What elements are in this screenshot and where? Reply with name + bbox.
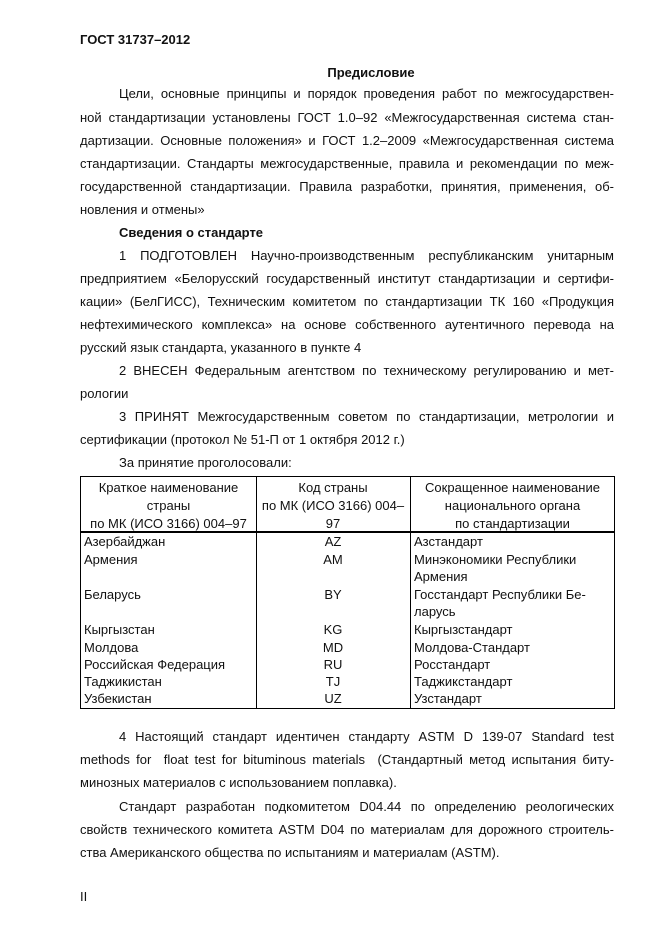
voting-table — [80, 476, 615, 709]
country-cell: Кыргызстан — [84, 622, 155, 637]
header-line: 97 — [325, 516, 341, 531]
code-cell: BY — [324, 587, 342, 602]
header-line: Краткое наименование — [98, 480, 239, 495]
code-cell: AZ — [324, 534, 342, 549]
code-cell: RU — [323, 657, 343, 672]
document-code-header: ГОСТ 31737–2012 — [80, 32, 191, 47]
item3-line: 3 ПРИНЯТ Межгосударственным советом по стандартизации, метрологии и — [119, 409, 614, 424]
country-cell: Узбекистан — [84, 691, 152, 706]
item4-line: 4 Настоящий стандарт идентичен стандарту ASTM D 139-07 Standard test — [119, 729, 614, 744]
header-line: по МК (ИСО 3166) 004–97 — [90, 516, 247, 531]
developed-line: ства Американского общества по испытаниям и материалам (ASTM). — [80, 845, 500, 860]
item3-line: сертификации (протокол № 51-П от 1 октября 2012 г.) — [80, 432, 405, 447]
body-cell: Минэкономики Республики — [414, 552, 577, 567]
foreword-line: новления и отмены» — [80, 202, 205, 217]
item4-line: минозных материалов с использованием поплавка). — [80, 775, 397, 790]
developed-line: Стандарт разработан подкомитетом D04.44 по определению реологических — [119, 799, 614, 814]
body-cell: Таджикстандарт — [414, 674, 513, 689]
body-cell: ларусь — [414, 604, 456, 619]
header-line: страны — [146, 498, 191, 513]
about-standard-title: Сведения о стандарте — [119, 225, 264, 240]
body-cell: Узстандарт — [414, 691, 482, 706]
voted-caption: За принятие проголосовали: — [119, 455, 292, 470]
country-cell: Таджикистан — [84, 674, 162, 689]
body-cell: Росстандарт — [414, 657, 491, 672]
country-cell: Российская Федерация — [84, 657, 226, 672]
item2-line: рологии — [80, 386, 129, 401]
item2-line: 2 ВНЕСЕН Федеральным агентством по техническому регулированию и мет- — [119, 363, 614, 378]
header-line: национального органа — [444, 498, 581, 513]
code-cell: TJ — [325, 674, 341, 689]
item1-line: русский язык стандарта, указанного в пункте 4 — [80, 340, 362, 355]
code-cell: KG — [323, 622, 343, 637]
body-cell: Армения — [414, 569, 468, 584]
item4-line: methods for float test for bituminous materials (Стандартный метод испытания биту- — [80, 752, 614, 767]
foreword-line: стандартизации. Стандарты межгосударственные, правила и рекомендации по меж- — [80, 156, 614, 171]
foreword-line: Цели, основные принципы и порядок проведения работ по межгосударствен- — [119, 86, 614, 101]
foreword-line: ной стандартизации установлены ГОСТ 1.0–92 «Межгосударственная система стан- — [80, 110, 614, 125]
code-cell: AM — [323, 552, 343, 567]
foreword-title: Предисловие — [327, 65, 415, 80]
country-cell: Азербайджан — [84, 534, 166, 549]
country-cell: Беларусь — [84, 587, 141, 602]
table-header-body — [410, 479, 615, 533]
header-line: Сокращенное наименование — [425, 480, 600, 495]
country-cell: Армения — [84, 552, 138, 567]
code-cell: UZ — [324, 691, 342, 706]
country-cell: Молдова — [84, 640, 139, 655]
foreword-line: государственной стандартизации. Правила разработки, принятия, применения, об- — [80, 179, 614, 194]
item1-line: нефтехимического комплекса» на основе собственного аутентичного перевода на — [80, 317, 614, 332]
table-header-code — [256, 479, 410, 533]
item1-line: 1 ПОДГОТОВЛЕН Научно-производственным республиканским унитарным — [119, 248, 614, 263]
header-line: по стандартизации — [455, 516, 570, 531]
item1-line: предприятием «Белорусский государственный институт стандартизации и сертифи- — [80, 271, 614, 286]
body-cell: Госстандарт Республики Бе- — [414, 587, 586, 602]
body-cell: Кыргызстандарт — [414, 622, 513, 637]
table-header-country — [81, 479, 256, 533]
developed-line: свойств технического комитета ASTM D04 по материалам для дорожного строитель- — [80, 822, 614, 837]
header-line: Код страны — [298, 480, 368, 495]
page-number: II — [80, 889, 88, 904]
header-line: по МК (ИСО 3166) 004– — [261, 498, 405, 513]
body-cell: Молдова-Стандарт — [414, 640, 530, 655]
item1-line: кации» (БелГИСС), Техническим комитетом по стандартизации ТК 160 «Продукция — [80, 294, 614, 309]
code-cell: MD — [322, 640, 344, 655]
foreword-line: дартизации. Основные положения» и ГОСТ 1.2–2009 «Межгосударственная система — [80, 133, 614, 148]
body-cell: Азстандарт — [414, 534, 483, 549]
